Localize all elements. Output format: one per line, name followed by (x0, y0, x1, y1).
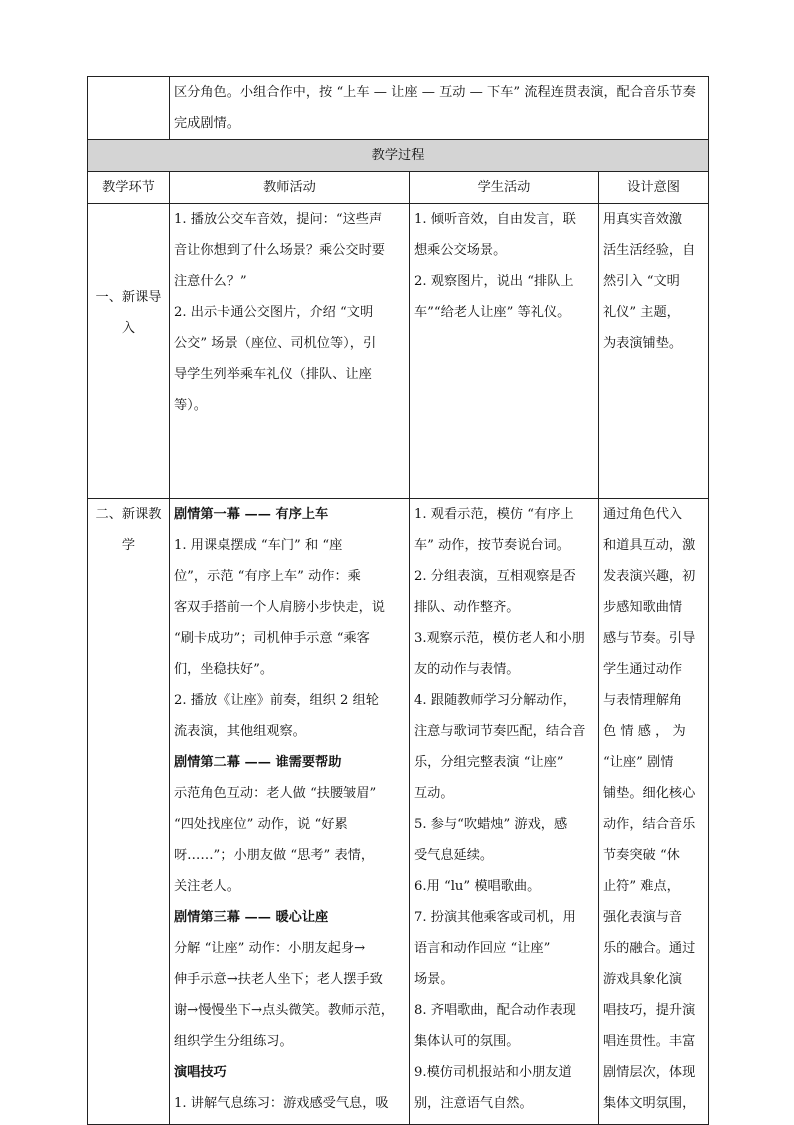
teacher-activity-line: “四处找座位” 动作，说 “好累 (174, 817, 348, 832)
header-row (88, 172, 709, 204)
student-activity-line: 友的动作与表情。 (414, 662, 520, 677)
row-teaching-teacher (170, 499, 410, 1125)
design-intent-line: “让座” 剧情 (603, 755, 674, 770)
student-activity-line: 车” 动作，按节奏说台词。 (414, 538, 570, 553)
stage-label-line: 学 (121, 538, 136, 553)
teacher-activity-line: “刷卡成功”；司机伸手示意 “乘客 (174, 631, 370, 646)
student-activity-line: 别，注意语气自然。 (414, 1096, 533, 1111)
design-intent-line: 学生通过动作 (603, 662, 683, 677)
design-intent-line: 乐的融合。通过 (603, 941, 696, 956)
row-teaching-student (410, 499, 599, 1125)
design-intent-line: 为表演铺垫。 (603, 336, 683, 351)
row-intro-stage (88, 204, 170, 499)
student-activity-line: 2. 观察图片，说出 “排队上 (414, 274, 574, 289)
student-activity-line: 想乘公交场景。 (414, 243, 507, 258)
header-intent: 设计意图 (599, 172, 709, 204)
header-student: 学生活动 (410, 172, 599, 204)
teacher-activity-line: 2. 播放《让座》前奏，组织 2 组轮 (174, 693, 379, 708)
teacher-activity-line: 2. 出示卡通公交图片，介绍 “文明 (174, 305, 374, 320)
design-intent-line: 唱连贯性。丰富 (603, 1034, 696, 1049)
teacher-activity-line: 们，坐稳扶好”。 (174, 662, 274, 677)
stage-label-line: 一、新课导 (95, 290, 162, 305)
stage-label-line: 入 (121, 321, 136, 336)
student-activity-line: 互动。 (414, 786, 454, 801)
student-activity-line: 集体认可的氛围。 (414, 1034, 520, 1049)
teacher-activity-line: 伸手示意→扶老人坐下；老人摆手致 (174, 972, 383, 987)
student-activity-line: 9.模仿司机报站和小朋友道 (414, 1065, 572, 1080)
row-intro-student (410, 204, 599, 499)
row-teaching-stage (88, 499, 170, 1125)
continued-row-empty-cell (88, 77, 170, 140)
teacher-activity-line: 剧情第一幕 —— 有序上车 (174, 507, 329, 522)
teacher-activity-line: 谢→慢慢坐下→点头微笑。教师示范， (174, 1003, 394, 1018)
student-activity-line: 乐，分组完整表演 “让座” (414, 755, 564, 770)
teacher-activity-line: 1. 用课桌摆成 “车门” 和 “座 (174, 538, 343, 553)
student-activity-line: 6.用 “lu” 模唱歌曲。 (414, 879, 541, 894)
section-title-row (88, 140, 709, 172)
teacher-activity-line: 注意什么？” (174, 274, 247, 289)
stage-label-line: 二、新课教 (95, 507, 162, 522)
student-activity-line: 4. 跟随教师学习分解动作， (414, 693, 576, 708)
continued-row (88, 77, 709, 140)
teacher-activity-line: 导学生列举乘车礼仪（排队、让座 (174, 367, 372, 382)
student-activity-line: 5. 参与“吹蜡烛” 游戏，感 (414, 817, 568, 832)
student-activity-line: 语言和动作回应 “让座” (414, 941, 551, 956)
design-intent-line: 止符” 难点， (603, 879, 680, 894)
student-activity-line: 3.观察示范，模仿老人和小朋 (414, 631, 585, 646)
teacher-activity-line: 示范角色互动：老人做 “扶腰皱眉” (174, 786, 377, 801)
teacher-activity-line: 剧情第二幕 —— 谁需要帮助 (174, 755, 342, 770)
lesson-plan-table (87, 76, 709, 1125)
teacher-activity-line: 流表演，其他组观察。 (174, 724, 306, 739)
design-intent-line: 游戏具象化演 (603, 972, 683, 987)
continued-text-line: 完成剧情。 (174, 116, 240, 131)
teacher-activity-line: 组织学生分组练习。 (174, 1034, 293, 1049)
design-intent-line: 唱技巧，提升演 (603, 1003, 696, 1018)
teacher-activity-line: 呀……”；小朋友做 “思考” 表情， (174, 848, 375, 863)
teacher-activity-line: 公交” 场景（座位、司机位等），引 (174, 336, 377, 351)
student-activity-line: 场景。 (414, 972, 454, 987)
continued-text-line: 区分角色。小组合作中，按 “上车 — 让座 — 互动 — 下车” 流程连贯表演，配合音乐节奏 (174, 85, 696, 100)
student-activity-line: 1. 倾听音效，自由发言，联 (414, 212, 576, 227)
design-intent-line: 礼仪” 主题， (603, 305, 680, 320)
design-intent-line: 发表演兴趣，初 (603, 569, 696, 584)
teacher-activity-line: 分解 “让座” 动作：小朋友起身→ (174, 941, 366, 956)
teacher-activity-line: 关注老人。 (174, 879, 240, 894)
design-intent-line: 强化表演与音 (603, 910, 683, 925)
row-intro-intent (599, 204, 709, 499)
design-intent-line: 剧情层次，体现 (603, 1065, 696, 1080)
row-teaching (88, 499, 709, 1125)
teacher-activity-line: 演唱技巧 (174, 1065, 227, 1080)
teacher-activity-line: 位”，示范 “有序上车” 动作：乘 (174, 569, 361, 584)
design-intent-line: 与表情理解角 (603, 693, 683, 708)
student-activity-line: 注意与歌词节奏匹配，结合音 (414, 724, 586, 739)
row-intro (88, 204, 709, 499)
row-intro-teacher (170, 204, 410, 499)
teacher-activity-line: 等）。 (174, 398, 207, 413)
design-intent-line: 然引入 “文明 (603, 274, 680, 289)
design-intent-line: 步感知歌曲情 (603, 600, 683, 615)
design-intent-line: 通过角色代入 (603, 507, 683, 522)
teacher-activity-line: 音让你想到了什么场景？乘公交时要 (174, 243, 385, 258)
student-activity-line: 排队、动作整齐。 (414, 600, 520, 615)
student-activity-line: 车”“给老人让座” 等礼仪。 (414, 305, 571, 320)
design-intent-line: 感与节奏。引导 (603, 631, 696, 646)
section-title: 教学过程 (88, 140, 709, 172)
student-activity-line: 2. 分组表演，互相观察是否 (414, 569, 576, 584)
student-activity-line: 7. 扮演其他乘客或司机，用 (414, 910, 576, 925)
row-teaching-intent (599, 499, 709, 1125)
teacher-activity-line: 1. 播放公交车音效，提问：“这些声 (174, 212, 383, 227)
design-intent-line: 铺垫。细化核心 (603, 786, 696, 801)
design-intent-line: 用真实音效激 (603, 212, 683, 227)
design-intent-line: 色 情 感 ， 为 (603, 724, 686, 739)
student-activity-line: 受气息延续。 (414, 848, 494, 863)
design-intent-line: 活生活经验，自 (603, 243, 696, 258)
teacher-activity-line: 剧情第三幕 —— 暖心让座 (174, 910, 329, 925)
student-activity-line: 1. 观看示范，模仿 “有序上 (414, 507, 574, 522)
student-activity-line: 8. 齐唱歌曲，配合动作表现 (414, 1003, 576, 1018)
teacher-activity-line: 客双手搭前一个人肩膀小步快走，说 (174, 600, 385, 615)
header-teacher: 教师活动 (170, 172, 410, 204)
design-intent-line: 动作，结合音乐 (603, 817, 696, 832)
design-intent-line: 集体文明氛围， (603, 1096, 696, 1111)
continued-row-text (170, 77, 709, 140)
design-intent-line: 节奏突破 “休 (603, 848, 680, 863)
design-intent-line: 和道具互动，激 (603, 538, 696, 553)
teacher-activity-line: 1. 讲解气息练习：游戏感受气息，吸 (174, 1096, 389, 1111)
header-stage: 教学环节 (88, 172, 170, 204)
